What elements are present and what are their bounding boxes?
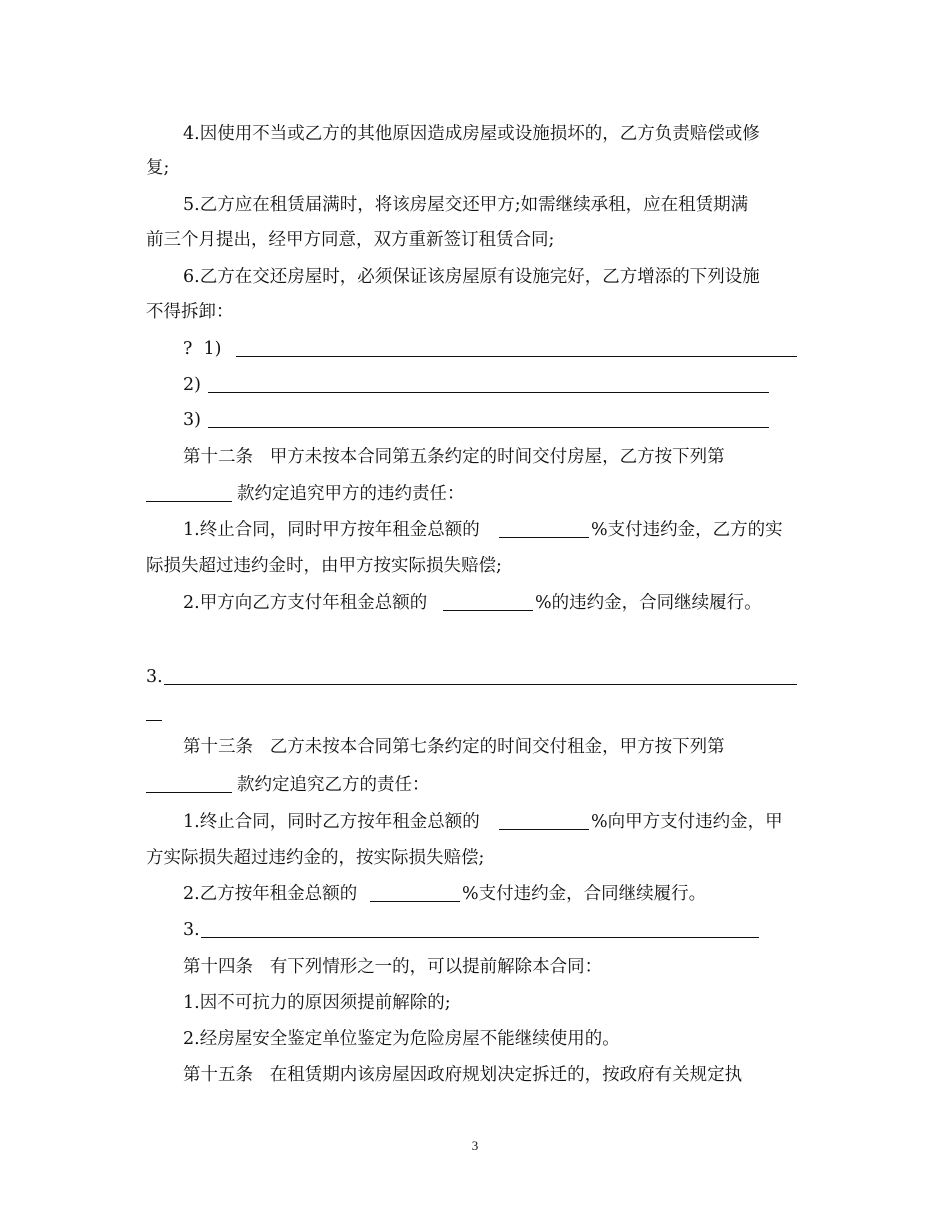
clause-13-item-2-percent-blank xyxy=(370,901,460,902)
clause-12-item-3-blank xyxy=(164,684,797,685)
clause-11-item-5-line-1: 5.乙方应在租赁届满时，将该房屋交还甲方;如需继续承租，应在租赁期满 xyxy=(183,195,749,215)
clause-13-item-2: 2.乙方按年租金总额的 xyxy=(183,884,358,904)
facility-item-1-label: ? 1) xyxy=(183,339,222,359)
clause-12-term-blank xyxy=(146,501,232,502)
clause-13-item-1-percent-blank xyxy=(499,829,589,830)
clause-13-term-blank xyxy=(146,792,232,793)
clause-13-item-3-label: 3. xyxy=(183,920,200,940)
page-number: 3 xyxy=(471,1138,479,1153)
clause-12-item-2-percent-blank xyxy=(443,610,533,611)
clause-13-heading-line-2: 款约定追究乙方的责任： xyxy=(237,775,430,795)
clause-11-item-4-line-1: 4.因使用不当或乙方的其他原因造成房屋或设施损坏的，乙方负责赔偿或修 xyxy=(183,124,760,144)
clause-12-heading-line-2: 款约定追究甲方的违约责任： xyxy=(237,484,465,504)
clause-14-heading: 第十四条 有下列情形之一的，可以提前解除本合同： xyxy=(183,957,603,977)
clause-14-item-2: 2.经房屋安全鉴定单位鉴定为危险房屋不能继续使用的。 xyxy=(183,1029,620,1049)
facility-item-3-blank xyxy=(208,427,769,428)
facility-item-2-label: 2) xyxy=(183,375,201,395)
facility-item-1-blank xyxy=(236,356,797,357)
clause-12-item-1-line-2: 际损失超过违约金时，由甲方按实际损失赔偿; xyxy=(146,556,502,576)
clause-11-item-5-line-2: 前三个月提出，经甲方同意，双方重新签订租赁合同; xyxy=(146,230,555,250)
clause-12-item-2: 2.甲方向乙方支付年租金总额的 xyxy=(183,593,428,613)
clause-12-heading: 第十二条 甲方未按本合同第五条约定的时间交付房屋，乙方按下列第 xyxy=(183,447,725,467)
clause-13-item-1-line-2: 方实际损失超过违约金的，按实际损失赔偿; xyxy=(146,848,485,868)
clause-14-item-1: 1.因不可抗力的原因须提前解除的; xyxy=(183,993,451,1013)
clause-15-heading: 第十五条 在租赁期内该房屋因政府规划决定拆迁的，按政府有关规定执 xyxy=(183,1065,743,1085)
clause-11-item-6-line-1: 6.乙方在交还房屋时，必须保证该房屋原有设施完好，乙方增添的下列设施 xyxy=(183,267,760,287)
clause-12-item-3-blank-continued xyxy=(146,720,162,721)
facility-item-2-blank xyxy=(208,392,769,393)
clause-13-item-3-blank xyxy=(201,937,759,938)
clause-13-item-1-line-1-tail: %向甲方支付违约金，甲 xyxy=(591,812,783,832)
clause-13-item-2-tail: %支付违约金，合同继续履行。 xyxy=(462,884,707,904)
clause-12-item-1-line-1-tail: %支付违约金，乙方的实 xyxy=(591,520,783,540)
clause-13-heading: 第十三条 乙方未按本合同第七条约定的时间交付租金，甲方按下列第 xyxy=(183,737,725,757)
clause-11-item-4-line-2: 复; xyxy=(146,158,170,178)
clause-12-item-1-percent-blank xyxy=(499,537,589,538)
clause-12-item-3-label: 3. xyxy=(146,667,163,687)
clause-13-item-1-line-1: 1.终止合同，同时乙方按年租金总额的 xyxy=(183,812,480,832)
clause-12-item-1-line-1: 1.终止合同，同时甲方按年租金总额的 xyxy=(183,520,480,540)
clause-12-item-2-tail: %的违约金，合同继续履行。 xyxy=(535,593,762,613)
clause-11-item-6-line-2: 不得拆卸： xyxy=(146,302,234,322)
facility-item-3-label: 3) xyxy=(183,410,201,430)
